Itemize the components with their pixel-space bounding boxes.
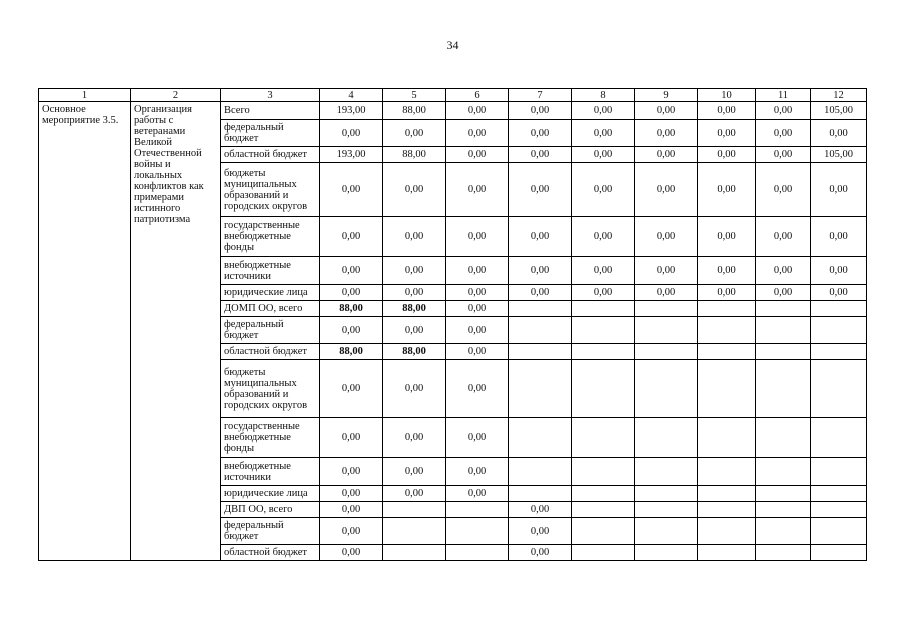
value-cell-col-11 xyxy=(756,360,811,418)
value-cell-col-11 xyxy=(756,486,811,502)
value-cell-col-5 xyxy=(383,502,446,518)
value-cell-col-7: 0,00 xyxy=(509,257,572,285)
value-cell-col-4: 88,00 xyxy=(320,344,383,360)
value-cell-col-4: 0,00 xyxy=(320,285,383,301)
header-cell-9: 9 xyxy=(635,89,698,102)
funding-source-label: бюджеты муниципальных образований и городских округов xyxy=(221,360,320,418)
header-cell-5: 5 xyxy=(383,89,446,102)
value-cell-col-6: 0,00 xyxy=(446,486,509,502)
value-cell-col-8 xyxy=(572,344,635,360)
value-cell-col-4: 0,00 xyxy=(320,458,383,486)
value-cell-col-8 xyxy=(572,360,635,418)
value-cell-col-8: 0,00 xyxy=(572,285,635,301)
value-cell-col-7: 0,00 xyxy=(509,545,572,561)
value-cell-col-4: 0,00 xyxy=(320,217,383,257)
funding-source-label: федеральный бюджет xyxy=(221,317,320,344)
value-cell-col-10 xyxy=(698,486,756,502)
funding-source-label: внебюджетные источники xyxy=(221,257,320,285)
value-cell-col-10: 0,00 xyxy=(698,285,756,301)
header-cell-11: 11 xyxy=(756,89,811,102)
value-cell-col-7: 0,00 xyxy=(509,285,572,301)
value-cell-col-9: 0,00 xyxy=(635,163,698,217)
value-cell-col-4: 0,00 xyxy=(320,545,383,561)
value-cell-col-9 xyxy=(635,545,698,561)
value-cell-col-10: 0,00 xyxy=(698,217,756,257)
value-cell-col-10 xyxy=(698,418,756,458)
value-cell-col-12: 0,00 xyxy=(811,120,867,147)
value-cell-col-6 xyxy=(446,545,509,561)
value-cell-col-10 xyxy=(698,518,756,545)
funding-source-label: ДОМП ОО, всего xyxy=(221,301,320,317)
value-cell-col-5: 0,00 xyxy=(383,458,446,486)
value-cell-col-11: 0,00 xyxy=(756,120,811,147)
value-cell-col-4: 0,00 xyxy=(320,418,383,458)
value-cell-col-5: 0,00 xyxy=(383,120,446,147)
header-cell-7: 7 xyxy=(509,89,572,102)
funding-source-label: бюджеты муниципальных образований и городских округов xyxy=(221,163,320,217)
value-cell-col-11: 0,00 xyxy=(756,102,811,120)
value-cell-col-4: 0,00 xyxy=(320,317,383,344)
value-cell-col-11: 0,00 xyxy=(756,163,811,217)
value-cell-col-11 xyxy=(756,317,811,344)
value-cell-col-6: 0,00 xyxy=(446,285,509,301)
value-cell-col-4: 0,00 xyxy=(320,502,383,518)
value-cell-col-5: 0,00 xyxy=(383,418,446,458)
table-row xyxy=(39,102,867,120)
value-cell-col-12 xyxy=(811,545,867,561)
value-cell-col-12 xyxy=(811,486,867,502)
value-cell-col-9: 0,00 xyxy=(635,217,698,257)
value-cell-col-7 xyxy=(509,317,572,344)
value-cell-col-8: 0,00 xyxy=(572,147,635,163)
value-cell-col-5: 0,00 xyxy=(383,217,446,257)
header-cell-10: 10 xyxy=(698,89,756,102)
value-cell-col-4: 88,00 xyxy=(320,301,383,317)
funding-source-label: ДВП ОО, всего xyxy=(221,502,320,518)
value-cell-col-8 xyxy=(572,317,635,344)
value-cell-col-12: 0,00 xyxy=(811,217,867,257)
funding-source-label: юридические лица xyxy=(221,285,320,301)
value-cell-col-4: 0,00 xyxy=(320,518,383,545)
event-description-cell: Организация работы с ветеранами Великой Отечественной войны и локальных конфликтов как примерами истинного патриотизма xyxy=(131,102,221,561)
value-cell-col-7 xyxy=(509,486,572,502)
funding-source-label: областной бюджет xyxy=(221,344,320,360)
value-cell-col-5: 88,00 xyxy=(383,147,446,163)
budget-table xyxy=(38,88,867,561)
value-cell-col-7 xyxy=(509,418,572,458)
value-cell-col-7: 0,00 xyxy=(509,102,572,120)
header-cell-12: 12 xyxy=(811,89,867,102)
value-cell-col-9 xyxy=(635,486,698,502)
value-cell-col-7 xyxy=(509,458,572,486)
value-cell-col-11 xyxy=(756,418,811,458)
header-cell-3: 3 xyxy=(221,89,320,102)
value-cell-col-9: 0,00 xyxy=(635,102,698,120)
value-cell-col-6: 0,00 xyxy=(446,147,509,163)
value-cell-col-7 xyxy=(509,360,572,418)
value-cell-col-11 xyxy=(756,301,811,317)
value-cell-col-9: 0,00 xyxy=(635,120,698,147)
value-cell-col-8 xyxy=(572,301,635,317)
value-cell-col-7: 0,00 xyxy=(509,163,572,217)
value-cell-col-12 xyxy=(811,458,867,486)
value-cell-col-12: 0,00 xyxy=(811,163,867,217)
value-cell-col-12 xyxy=(811,360,867,418)
value-cell-col-5 xyxy=(383,518,446,545)
value-cell-col-8: 0,00 xyxy=(572,120,635,147)
value-cell-col-9 xyxy=(635,458,698,486)
value-cell-col-12 xyxy=(811,344,867,360)
value-cell-col-8 xyxy=(572,545,635,561)
value-cell-col-5: 0,00 xyxy=(383,317,446,344)
value-cell-col-8: 0,00 xyxy=(572,102,635,120)
value-cell-col-5: 0,00 xyxy=(383,257,446,285)
value-cell-col-11 xyxy=(756,502,811,518)
event-name-cell: Основное мероприятие 3.5. xyxy=(39,102,131,561)
value-cell-col-5: 0,00 xyxy=(383,285,446,301)
value-cell-col-10 xyxy=(698,317,756,344)
value-cell-col-4: 0,00 xyxy=(320,360,383,418)
header-cell-2: 2 xyxy=(131,89,221,102)
value-cell-col-11: 0,00 xyxy=(756,217,811,257)
value-cell-col-6: 0,00 xyxy=(446,257,509,285)
value-cell-col-12 xyxy=(811,301,867,317)
value-cell-col-8 xyxy=(572,502,635,518)
value-cell-col-9: 0,00 xyxy=(635,257,698,285)
value-cell-col-5: 0,00 xyxy=(383,163,446,217)
funding-source-label: федеральный бюджет xyxy=(221,120,320,147)
value-cell-col-9 xyxy=(635,518,698,545)
page-number: 34 xyxy=(446,38,459,52)
funding-source-label: областной бюджет xyxy=(221,147,320,163)
value-cell-col-9 xyxy=(635,344,698,360)
value-cell-col-10 xyxy=(698,458,756,486)
value-cell-col-7: 0,00 xyxy=(509,502,572,518)
value-cell-col-6: 0,00 xyxy=(446,317,509,344)
value-cell-col-11: 0,00 xyxy=(756,257,811,285)
value-cell-col-4: 0,00 xyxy=(320,257,383,285)
value-cell-col-9: 0,00 xyxy=(635,147,698,163)
header-cell-4: 4 xyxy=(320,89,383,102)
value-cell-col-4: 0,00 xyxy=(320,120,383,147)
value-cell-col-8: 0,00 xyxy=(572,217,635,257)
value-cell-col-5: 88,00 xyxy=(383,344,446,360)
value-cell-col-10: 0,00 xyxy=(698,147,756,163)
value-cell-col-11: 0,00 xyxy=(756,147,811,163)
value-cell-col-10: 0,00 xyxy=(698,120,756,147)
value-cell-col-7: 0,00 xyxy=(509,518,572,545)
value-cell-col-6: 0,00 xyxy=(446,102,509,120)
value-cell-col-4: 0,00 xyxy=(320,486,383,502)
value-cell-col-5 xyxy=(383,545,446,561)
value-cell-col-9 xyxy=(635,317,698,344)
value-cell-col-12 xyxy=(811,518,867,545)
value-cell-col-9: 0,00 xyxy=(635,285,698,301)
value-cell-col-10 xyxy=(698,360,756,418)
value-cell-col-12: 0,00 xyxy=(811,257,867,285)
value-cell-col-6: 0,00 xyxy=(446,301,509,317)
value-cell-col-8 xyxy=(572,518,635,545)
value-cell-col-6: 0,00 xyxy=(446,418,509,458)
value-cell-col-11 xyxy=(756,344,811,360)
value-cell-col-10 xyxy=(698,344,756,360)
value-cell-col-8 xyxy=(572,458,635,486)
value-cell-col-12: 105,00 xyxy=(811,102,867,120)
value-cell-col-11 xyxy=(756,545,811,561)
value-cell-col-6: 0,00 xyxy=(446,344,509,360)
value-cell-col-6: 0,00 xyxy=(446,458,509,486)
header-cell-6: 6 xyxy=(446,89,509,102)
value-cell-col-7 xyxy=(509,301,572,317)
value-cell-col-9 xyxy=(635,418,698,458)
funding-source-label: областной бюджет xyxy=(221,545,320,561)
value-cell-col-9 xyxy=(635,502,698,518)
value-cell-col-6: 0,00 xyxy=(446,120,509,147)
value-cell-col-12: 105,00 xyxy=(811,147,867,163)
value-cell-col-12 xyxy=(811,317,867,344)
value-cell-col-7: 0,00 xyxy=(509,120,572,147)
value-cell-col-7 xyxy=(509,344,572,360)
value-cell-col-8: 0,00 xyxy=(572,163,635,217)
funding-source-label: Всего xyxy=(221,102,320,120)
value-cell-col-9 xyxy=(635,360,698,418)
funding-source-label: федеральный бюджет xyxy=(221,518,320,545)
header-cell-1: 1 xyxy=(39,89,131,102)
value-cell-col-7: 0,00 xyxy=(509,217,572,257)
value-cell-col-11 xyxy=(756,518,811,545)
value-cell-col-10 xyxy=(698,502,756,518)
value-cell-col-12 xyxy=(811,502,867,518)
value-cell-col-4: 193,00 xyxy=(320,147,383,163)
value-cell-col-9 xyxy=(635,301,698,317)
value-cell-col-8: 0,00 xyxy=(572,257,635,285)
header-cell-8: 8 xyxy=(572,89,635,102)
value-cell-col-8 xyxy=(572,486,635,502)
value-cell-col-5: 0,00 xyxy=(383,486,446,502)
value-cell-col-4: 0,00 xyxy=(320,163,383,217)
value-cell-col-10: 0,00 xyxy=(698,257,756,285)
value-cell-col-6 xyxy=(446,518,509,545)
value-cell-col-11 xyxy=(756,458,811,486)
value-cell-col-12 xyxy=(811,418,867,458)
funding-source-label: внебюджетные источники xyxy=(221,458,320,486)
value-cell-col-5: 88,00 xyxy=(383,102,446,120)
value-cell-col-6: 0,00 xyxy=(446,217,509,257)
value-cell-col-7: 0,00 xyxy=(509,147,572,163)
value-cell-col-4: 193,00 xyxy=(320,102,383,120)
funding-source-label: юридические лица xyxy=(221,486,320,502)
value-cell-col-12: 0,00 xyxy=(811,285,867,301)
value-cell-col-5: 0,00 xyxy=(383,360,446,418)
header-row xyxy=(39,89,867,102)
value-cell-col-10 xyxy=(698,545,756,561)
value-cell-col-6 xyxy=(446,502,509,518)
funding-source-label: государственные внебюджетные фонды xyxy=(221,418,320,458)
funding-source-label: государственные внебюджетные фонды xyxy=(221,217,320,257)
value-cell-col-10: 0,00 xyxy=(698,163,756,217)
value-cell-col-6: 0,00 xyxy=(446,360,509,418)
value-cell-col-5: 88,00 xyxy=(383,301,446,317)
value-cell-col-10: 0,00 xyxy=(698,102,756,120)
value-cell-col-10 xyxy=(698,301,756,317)
value-cell-col-6: 0,00 xyxy=(446,163,509,217)
value-cell-col-11: 0,00 xyxy=(756,285,811,301)
value-cell-col-8 xyxy=(572,418,635,458)
